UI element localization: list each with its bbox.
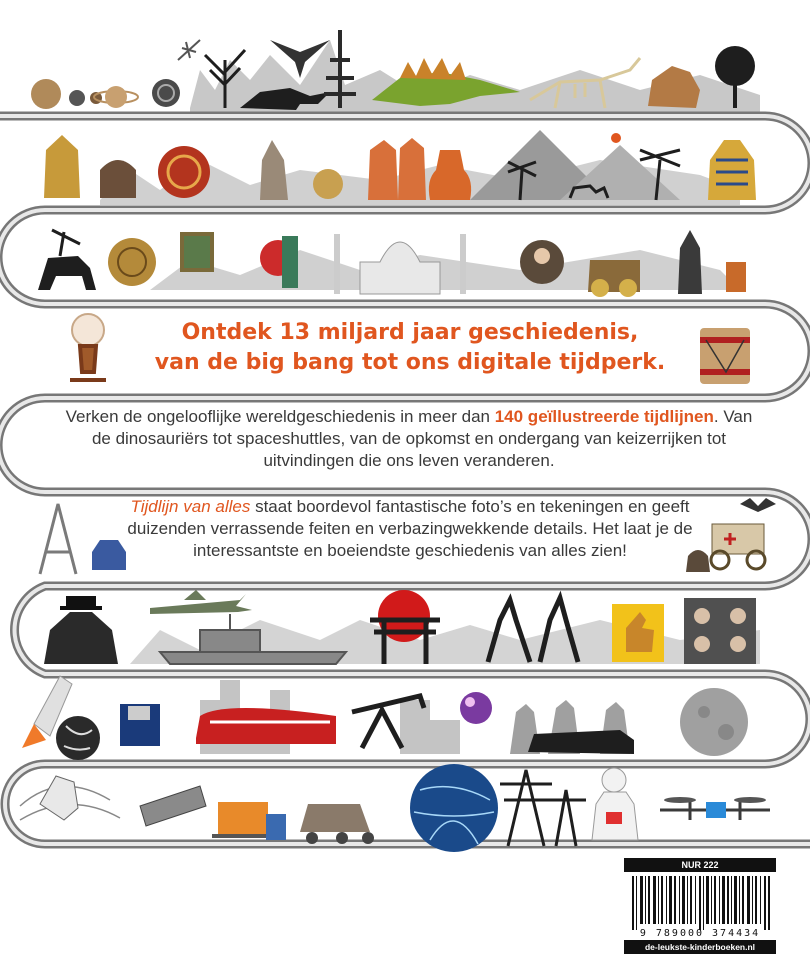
battleship-icon [160,614,346,664]
globe-network-icon [410,764,498,852]
limousine-icon [528,730,634,754]
minaret-icon [334,234,340,294]
headline-line-2: van de big bang tot ons digitale tijdperk. [154,350,666,375]
eiffel-tower-icon [40,504,76,574]
row-modern [22,676,748,760]
row-medieval [38,230,746,297]
bat-icon [740,498,776,512]
mask-icon [44,135,80,198]
helmet-icon [100,160,136,198]
headline [110,318,710,378]
satellite-icon [140,786,206,826]
barcode-bars [632,876,772,930]
row-twentieth-century [44,590,760,664]
description-text: staat boordevol fantastische foto’s en tekeningen en geeft duizenden verrassende feiten en verbazingwekkende details. Het laat je de interessantste en boeiendste geschiedenis van alles zien! [127,497,693,560]
planet-icon [69,90,85,106]
aztec-calendar-icon [158,146,210,198]
barcode-block [624,858,776,954]
power-pylon-icon [548,790,586,846]
high-speed-train-icon [196,708,336,744]
astrolabe-icon [108,238,156,286]
isbn-number: 9 789000 374434 [639,928,761,939]
lightbulb-icon [72,314,104,346]
terracotta-warrior-icon [260,140,288,200]
astronaut-icon [40,776,78,820]
book-title: Tijdlijn van alles [130,497,251,516]
bottle-icon [726,262,746,292]
description-paragraph [100,496,720,562]
power-pylon-icon [500,770,552,846]
website-link[interactable]: de-leukste-kinderboeken.nl [624,940,776,954]
row-prehistory [31,30,760,112]
fighter-plane-icon [150,590,252,614]
intro-paragraph [64,406,754,472]
nur-code: NUR 222 [624,858,776,872]
sun-icon [611,133,621,143]
planet-icon [31,79,61,109]
dragonfly-icon [178,40,200,60]
tablet-icon [266,814,286,840]
greek-vase-icon [429,150,471,200]
taj-mahal-icon [360,242,440,294]
sabertooth-icon [648,66,700,108]
band-photo-icon [684,598,756,664]
row-ancient [44,130,756,205]
churchill-icon [44,612,118,664]
coin-icon [313,169,343,199]
statue-icon [678,230,702,294]
earth-icon [56,716,100,760]
mars-rover-icon [300,804,370,832]
moon-icon [680,688,748,756]
timeline-count-highlight: 140 geïllustreerde tijdlijnen [494,407,714,426]
intro-text-end: . Van de dinosauriërs tot spaceshuttles, van de opkomst en ondergang van keizerrijken tot uitvindingen die ons leven veranderen. [91,407,753,470]
headline-line-1: Ontdek 13 miljard jaar geschiedenis, [181,320,639,345]
intro-text-start: Verken de ongelooflijke wereldgeschiedenis in meer dan [65,407,495,426]
planet-icon [105,86,127,108]
pharaoh-mask-icon [708,140,756,200]
horse-archer-icon [38,256,96,290]
laptop-icon [218,802,268,834]
disco-ball-icon [460,692,492,724]
row-digital [20,764,770,852]
minaret-icon [460,234,466,294]
roman-figures-icon [368,138,426,200]
fossil-icon [152,79,180,107]
